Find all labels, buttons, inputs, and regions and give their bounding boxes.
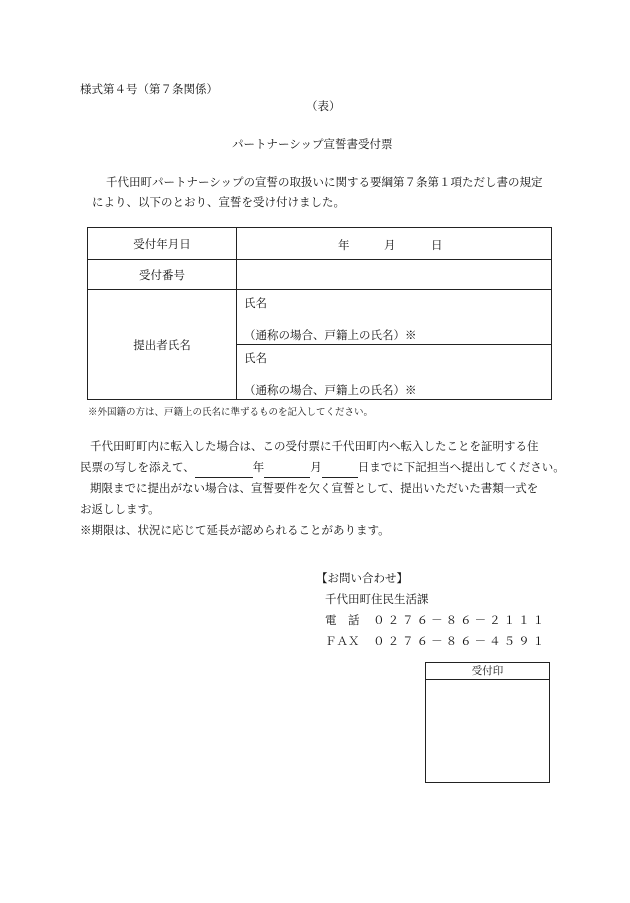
intro-line-2: により、以下のとおり、宣誓を受け付けました。 [92, 195, 345, 209]
fax-label: ＦＡＸ [325, 634, 360, 648]
year-unit: 年 [338, 238, 350, 252]
number-field[interactable] [237, 260, 552, 290]
phone-number: ０２７６－８６－２１１１ [373, 613, 548, 627]
stamp-label: 受付印 [426, 663, 549, 680]
contact-fax [316, 631, 547, 652]
reception-stamp-box [425, 662, 550, 783]
submitter-entry-2[interactable] [237, 344, 551, 399]
submitter-label: 提出者氏名 [88, 290, 237, 400]
contact-block [316, 568, 547, 652]
number-label: 受付番号 [88, 260, 237, 290]
page-title: パートナーシップ宣誓書受付票 [232, 137, 393, 151]
alias-note: （通称の場合、戸籍上の氏名）※ [244, 328, 417, 342]
contact-heading: 【お問い合わせ】 [316, 571, 408, 585]
date-label: 受付年月日 [88, 228, 237, 260]
submitter-names [237, 290, 552, 400]
alias-note: （通称の場合、戸籍上の氏名）※ [244, 383, 417, 397]
year-blank[interactable] [195, 463, 253, 478]
body-line-4: お返しします。 [80, 502, 160, 516]
body-line-2 [80, 457, 565, 478]
day-unit: 日 [431, 238, 443, 252]
contact-phone [316, 610, 547, 631]
blank-year-unit: 年 [252, 460, 265, 474]
body-line-1: 千代田町町内に転入した場合は、この受付票に千代田町内へ転入したことを証明する住 [90, 439, 539, 453]
blank-month-unit: 月 [310, 460, 322, 474]
phone-label: 電 話 [325, 613, 360, 627]
intro-line-1: 千代田町パートナーシップの宣誓の取扱いに関する要綱第７条第１項ただし書の規定 [106, 175, 543, 189]
submitter-entry-1[interactable] [237, 290, 551, 344]
fax-number: ０２７６－８６－４５９１ [373, 634, 548, 648]
body-line-5: ※期限は、状況に応じて延長が認められることがあります。 [80, 523, 390, 537]
side-label: （表） [306, 99, 341, 113]
name-label: 氏名 [244, 351, 267, 365]
table-row-date [88, 228, 552, 260]
contact-department: 千代田町住民生活課 [325, 592, 429, 606]
form-number: 様式第４号（第７条関係） [80, 82, 218, 96]
foreign-nationality-note: ※外国籍の方は、戸籍上の氏名に準ずるものを記入してください。 [88, 407, 374, 418]
instructions-paragraph [80, 436, 565, 541]
table-row-submitter [88, 290, 552, 400]
intro-paragraph [80, 172, 552, 212]
month-unit: 月 [384, 238, 396, 252]
day-blank[interactable] [322, 463, 358, 478]
name-label: 氏名 [244, 296, 267, 310]
body-line-3: 期限までに提出がない場合は、宣誓要件を欠く宣誓として、提出いただいた書類一式を [90, 481, 539, 495]
table-row-number [88, 260, 552, 290]
body-line-2-start: 民票の写しを添えて、 [80, 460, 195, 474]
date-field[interactable] [237, 228, 552, 260]
body-line-2-end: 日までに下記担当へ提出してください。 [357, 460, 565, 474]
month-blank[interactable] [264, 463, 310, 478]
reception-table [87, 227, 552, 400]
